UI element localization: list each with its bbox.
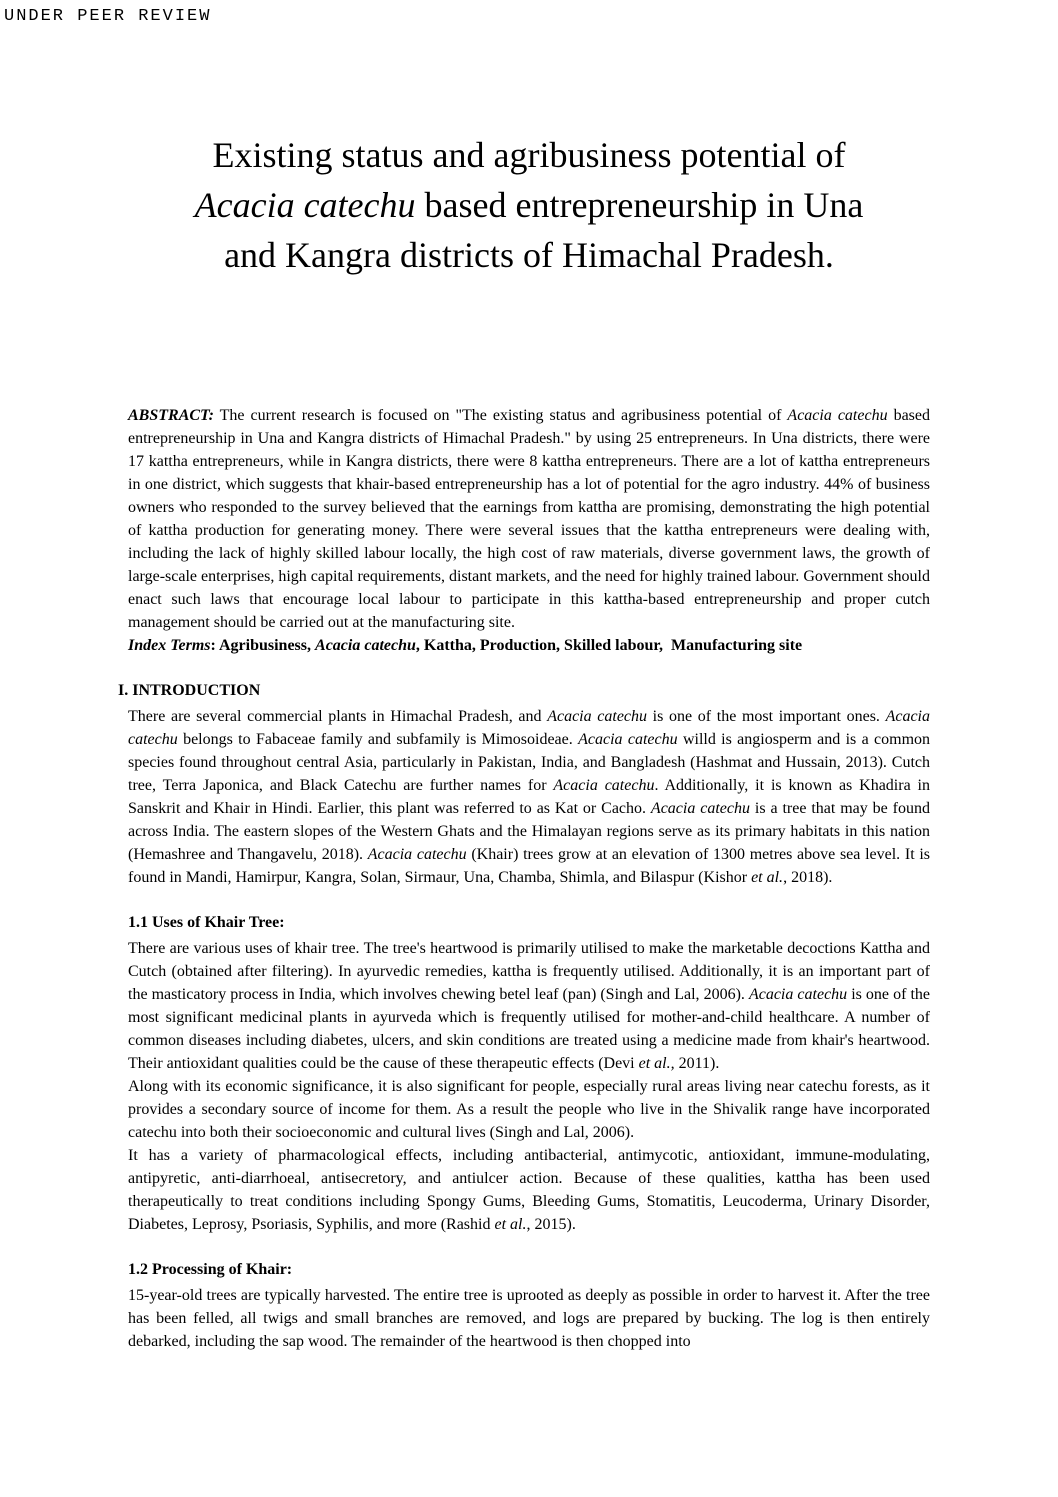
introduction-paragraph: There are several commercial plants in Himachal Pradesh, and Acacia catechu is one of the most important ones. Acacia catechu belongs to Fabaceae family and subfamily is Mimosoideae. Acacia catechu willd is angiosperm and is a common species found throughout central Asia, particularly in Pakistan, India, and Bangladesh (Hashmat and Hussain, 2013). Cutch tree, Terra Japonica, and Black Catechu are further names for Acacia catechu. Additionally, it is known as Khadira in Sanskrit and Khair in Hindi. Earlier, this plant was referred to as Kat or Cacho. Acacia catechu is a tree that may be found across India. The eastern slopes of the Western Ghats and the Himalayan regions serve as its primary habitats in this nation (Hemashree and Thangavelu, 2018). Acacia catechu (Khair) trees grow at an elevation of 1300 metres above sea level. It is found in Mandi, Hamirpur, Kangra, Solan, Sirmaur, Una, Chamba, Shimla, and Bilaspur (Kishor et al., 2018). bbox=[128, 708, 931, 886]
uses-paragraph-2: Along with its economic significance, it is also significant for people, especially rural areas living near catechu forests, as it provides a secondary source of income for them. As a result the people who live in the Shivalik range have incorporated catechu into both their socioeconomic and cultural lives (Singh and Lal, 2006). bbox=[128, 1078, 930, 1141]
section-heading-processing-of-khair: 1.2 Processing of Khair: bbox=[128, 1261, 293, 1278]
paper-title: Existing status and agribusiness potential of Acacia catechu based entrepreneurship in Una and Kangra districts of Himachal Pradesh. bbox=[194, 135, 864, 275]
document-body bbox=[0, 404, 1058, 1353]
abstract-paragraph: ABSTRACT: The current research is focused on "The existing status and agribusiness potential of Acacia catechu based entrepreneurship in Una and Kangra districts of Himachal Pradesh." by using 25 entrepreneurs. In Una districts, there were 17 kattha entrepreneurs, while in Kangra districts, there were 8 kattha entrepreneurs. There are a lot of kattha entrepreneurs in one district, which suggests that khair-based entrepreneurship has a lot of potential for the agro industry. 44% of business owners who responded to the survey believed that the earnings from kattha are promising, demonstrating the high potential of kattha production for generating money. There were several issues that the kattha entrepreneurs were dealing with, including the lack of highly skilled labour locally, the high cost of raw materials, diverse government laws, the growth of large-scale enterprises, high capital requirements, distant markets, and the need for highly trained labour. Government should enact such laws that encourage local labour to participate in this kattha-based entrepreneurship and proper cutch management should be carried out at the manufacturing site. bbox=[128, 407, 931, 631]
uses-paragraph-3: It has a variety of pharmacological effects, including antibacterial, antimycotic, antioxidant, immune-modulating, antipyretic, anti-diarrhoeal, antisecretory, and antiulcer action. Because of these qualities, kattha has been used therapeutically to treat conditions including Spongy Gums, Bleeding Gums, Stomatitis, Leucoderma, Urinary Disorder, Diabetes, Leprosy, Psoriasis, Syphilis, and more (Rashid et al., 2015). bbox=[128, 1147, 930, 1233]
section-heading-introduction: I. INTRODUCTION bbox=[118, 682, 261, 699]
processing-paragraph-1: 15-year-old trees are typically harvested. The entire tree is uprooted as deeply as possible in order to harvest it. After the tree has been felled, all twigs and small branches are removed, and logs are prepared by bucking. The log is then entirely debarked, including the sap wood. The remainder of the heartwood is then chopped into bbox=[128, 1287, 930, 1350]
peer-review-banner: UNDER PEER REVIEW bbox=[4, 7, 212, 26]
section-heading-uses-of-khair-tree: 1.1 Uses of Khair Tree: bbox=[128, 914, 285, 931]
uses-paragraph-1: There are various uses of khair tree. The tree's heartwood is primarily utilised to make the marketable decoctions Kattha and Cutch (obtained after filtering). In ayurvedic remedies, kattha is frequently utilised. Additionally, it is an important part of the masticatory process in India, which involves chewing betel leaf (pan) (Singh and Lal, 2006). Acacia catechu is one of the most significant medicinal plants in ayurveda which is frequently utilised for mother-and-child healthcare. A number of common diseases including diabetes, ulcers, and skin conditions are treated using a medicine made from khair's heartwood. Their antioxidant qualities could be the cause of these therapeutic effects (Devi et al., 2011). bbox=[128, 940, 931, 1072]
index-terms-line: Index Terms: Agribusiness, Acacia catechu, Kattha, Production, Skilled labour, Manufacturing site bbox=[128, 637, 803, 654]
